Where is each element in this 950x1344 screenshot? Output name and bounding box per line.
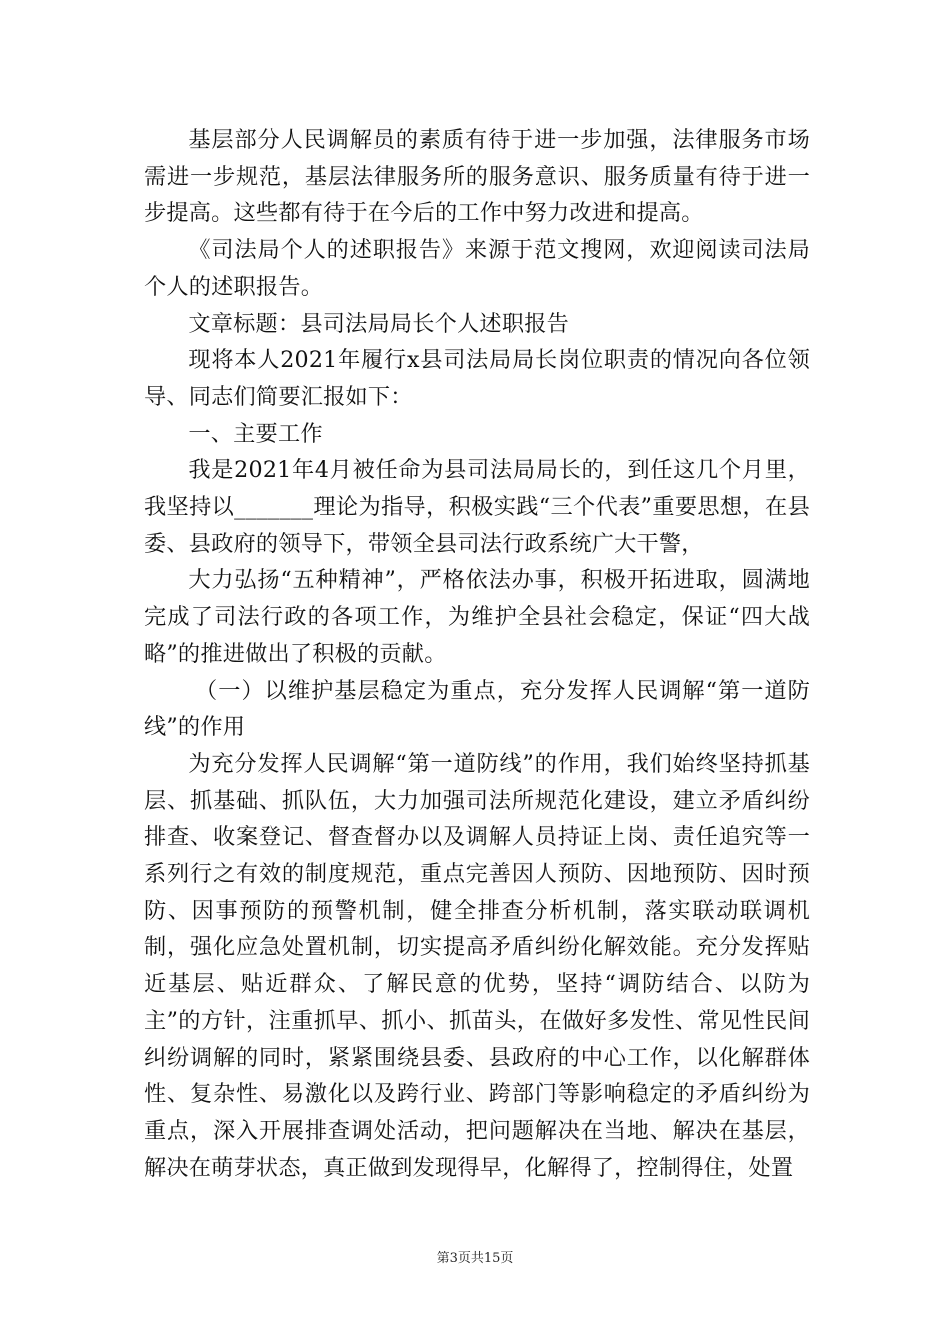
paragraph-4: 大力弘扬“五种精神”，严格依法办事，积极开拓进取，圆满地完成了司法行政的各项工作，为维护全县社会稳定，保证“四大战略”的推进做出了积极的贡献。 [144,567,810,667]
paragraph-1: 基层部分人民调解员的素质有待于进一步加强，法律服务市场需进一步规范，基层法律服务所的服务意识、服务质量有待于进一步提高。这些都有待于在今后的工作中努力改进和提高。 [144,127,810,227]
paragraph-3: 我是2021年4月被任命为县司法局局长的，到任这几个月里，我坚持以_______理论为指导，积极实践“三个代表”重要思想，在县委、县政府的领导下，带领全县司法行政系统广大干警， [144,457,810,557]
document-body [144,122,810,1186]
subsection-heading: （一）以维护基层稳定为重点，充分发挥人民调解“第一道防线”的作用 [144,677,810,741]
paragraph-2: 《司法局个人的述职报告》来源于范文搜网，欢迎阅读司法局个人的述职报告。 [144,237,810,300]
paragraph-5: 为充分发挥人民调解“第一道防线”的作用，我们始终坚持抓基层、抓基础、抓队伍，大力加强司法所规范化建设，建立矛盾纠纷排查、收案登记、督查督办以及调解人员持证上岗、责任追究等一系列行之有效的制度规范，重点完善因人预防、因地预防、因时预防、因事预防的预警机制，健全排查分析机制，落实联动联调机制，强化应急处置机制，切实提高矛盾纠纷化解效能。充分发挥贴近基层、贴近群众、了解民意的优势，坚持“调防结合、以防为主”的方针，注重抓早、抓小、抓苗头，在做好多发性、常见性民间纠纷调解的同时，紧紧围绕县委、县政府的中心工作，以化解群体性、复杂性、易激化以及跨行业、跨部门等影响稳定的矛盾纠纷为重点，深入开展排查调处活动，把问题解决在当地、解决在基层，解决在萌芽状态，真正做到发现得早，化解得了，控制得住，处置 [144,750,810,1181]
paragraph-intro: 现将本人2021年履行x县司法局局长岗位职责的情况向各位领导、同志们简要汇报如下： [144,347,810,410]
section-heading: 一、主要工作 [188,420,323,447]
page-number-footer: 第3页共15页 [436,1251,514,1266]
article-title-line: 文章标题：县司法局局长个人述职报告 [188,310,569,337]
